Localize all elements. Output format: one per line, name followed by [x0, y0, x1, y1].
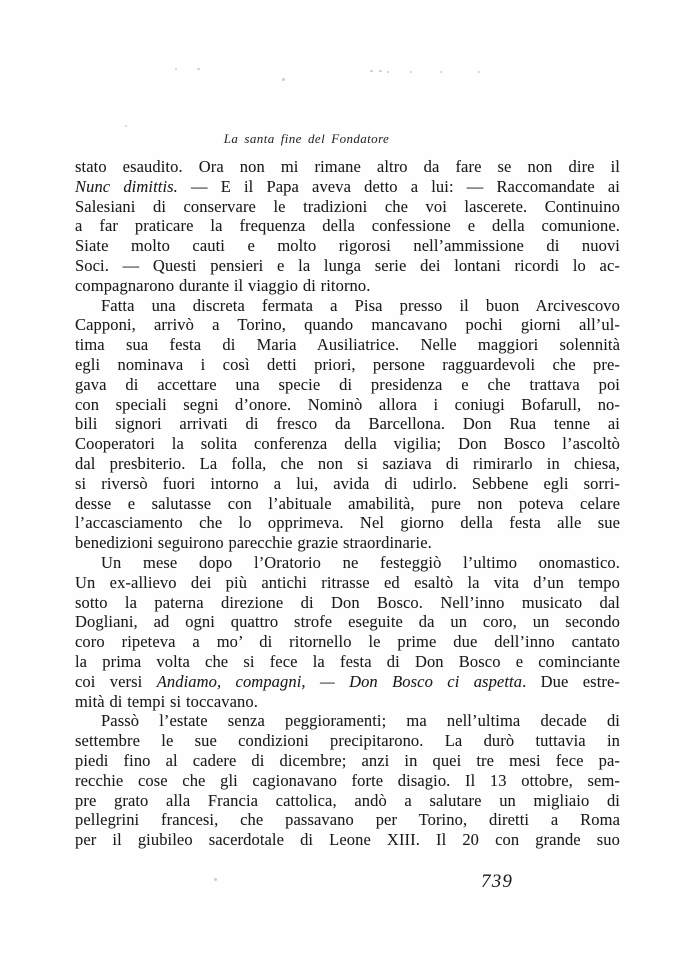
- text-run: Passò l’estate senza peggioramenti; ma nell’ultima decade di: [101, 711, 620, 731]
- text-run: tima sua festa di Maria Ausiliatrice. Nelle maggiori solennità: [75, 335, 620, 355]
- text-line: [75, 791, 620, 811]
- text-line: [75, 395, 620, 415]
- text-run: Dogliani, ad ogni quattro strofe eseguite da un coro, un secondo: [75, 612, 620, 632]
- page-number: 739: [481, 871, 514, 892]
- text-line: [75, 177, 620, 197]
- text-run: egli nominava i così detti priori, persone ragguardevoli che pre-: [75, 354, 620, 374]
- text-run: stato esaudito. Ora non mi rimane altro da fare se non dire il: [75, 157, 620, 176]
- text-line: [75, 157, 620, 177]
- text-block: [75, 157, 620, 850]
- text-run: per il giubileo sacerdotale di Leone XIII. Il 20 con grande suo: [75, 830, 620, 850]
- scan-speck: [214, 878, 217, 881]
- text-line: [75, 454, 620, 474]
- scan-speck: [125, 125, 127, 127]
- text-run: Nunc dimittis.: [75, 176, 178, 196]
- scan-speck: [197, 68, 200, 70]
- text-run: coi versi: [75, 671, 157, 691]
- text-run: dal presbiterio. La folla, che non si saziava di rimirarlo in chiesa,: [75, 453, 620, 473]
- scan-speck: [387, 71, 389, 73]
- text-run: — E il Papa aveva detto a lui: — Raccomandate ai: [177, 176, 620, 196]
- text-run: Salesiani di conservare le tradizioni che voi lascerete. Continuino: [75, 196, 620, 216]
- text-run: con speciali segni d’onore. Nominò allora i coniugi Bofarull, no-: [75, 394, 620, 414]
- text-run: Cooperatori la solita conferenza della vigilia; Don Bosco l’ascoltò: [75, 434, 620, 454]
- text-line: [75, 216, 620, 236]
- text-run: . Due estre-: [522, 671, 620, 691]
- paragraph: [75, 296, 620, 553]
- scan-speck: [282, 78, 285, 81]
- text-run: coro ripeteva a mo’ di ritornello le prime due dell’inno cantato: [75, 632, 620, 652]
- text-run: Soci. — Questi pensieri e la lunga serie dei lontani ricordi lo ac-: [75, 255, 620, 275]
- text-line: [75, 434, 620, 454]
- text-run: settembre le sue condizioni precipitarono. La durò tuttavia in: [75, 731, 620, 751]
- text-line: [75, 355, 620, 375]
- text-line: [75, 553, 620, 573]
- text-run: sotto la paterna direzione di Don Bosco. Nell’inno musicato dal: [75, 592, 620, 612]
- text-line: [75, 474, 620, 494]
- text-run: piedi fino al cadere di dicembre; anzi in quei tre mesi fece pa-: [75, 750, 620, 770]
- paragraph: [75, 553, 620, 711]
- text-line: [75, 315, 620, 335]
- scan-speck: [478, 71, 480, 73]
- text-line: [75, 810, 620, 830]
- text-line: [75, 533, 620, 553]
- text-run: bili signori arrivati di fresco da Barcellona. Don Rua tenne ai: [75, 414, 620, 434]
- scan-speck: [175, 68, 177, 70]
- text-line: [75, 731, 620, 751]
- text-line: [75, 573, 620, 593]
- text-line: [75, 513, 620, 533]
- text-run: l’accasciamento che lo opprimeva. Nel giorno della festa alle sue: [75, 513, 620, 533]
- text-line: [75, 197, 620, 217]
- text-line: [75, 414, 620, 434]
- text-run: Un ex-allievo dei più antichi ritrasse ed esaltò la vita d’un tempo: [75, 572, 620, 592]
- text-run: Un mese dopo l’Oratorio ne festeggiò l’ultimo onomastico.: [101, 552, 620, 572]
- scan-speck: [440, 71, 442, 73]
- text-line: [75, 632, 620, 652]
- text-run: a far praticare la frequenza della confessione e della comunione.: [75, 216, 620, 236]
- text-run: recchie cose che gli cagionavano forte disagio. Il 13 ottobre, sem-: [75, 770, 620, 790]
- text-line: [75, 830, 620, 850]
- text-run: la prima volta che si fece la festa di Don Bosco e cominciante: [75, 651, 620, 671]
- text-line: [75, 612, 620, 632]
- text-line: [75, 593, 620, 613]
- text-run: Andiamo, compagni, — Don Bosco ci aspetta: [156, 671, 523, 691]
- text-line: [75, 771, 620, 791]
- text-line: [75, 375, 620, 395]
- text-line: [75, 751, 620, 771]
- text-run: mità di tempi si toccavano.: [75, 691, 258, 711]
- scan-speck: [410, 71, 412, 73]
- text-run: pellegrini francesi, che passavano per Torino, diretti a Roma: [75, 810, 620, 830]
- text-line: [75, 236, 620, 256]
- scan-speck: [370, 70, 373, 72]
- paragraph: [75, 711, 620, 850]
- text-line: [75, 256, 620, 276]
- text-run: desse e salutasse con l’abituale amabilità, pure non poteva celare: [75, 493, 620, 513]
- text-line: [75, 296, 620, 316]
- text-line: [75, 711, 620, 731]
- text-run: compagnarono durante il viaggio di ritorno.: [75, 275, 371, 295]
- scan-speck: [379, 70, 382, 72]
- text-run: pre grato alla Francia cattolica, andò a salutare un migliaio di: [75, 790, 620, 810]
- text-run: si riversò fuori intorno a lui, avida di udirlo. Sebbene egli sorri-: [75, 473, 620, 493]
- text-run: Siate molto cauti e molto rigorosi nell’ammissione di nuovi: [75, 236, 620, 256]
- text-run: Capponi, arrivò a Torino, quando mancavano pochi giorni all’ul-: [75, 315, 620, 335]
- text-run: Fatta una discreta fermata a Pisa presso il buon Arcivescovo: [101, 295, 620, 315]
- text-line: [75, 652, 620, 672]
- running-head: La santa fine del Fondatore: [223, 131, 390, 146]
- text-line: [75, 335, 620, 355]
- text-line: [75, 276, 620, 296]
- paragraph: [75, 157, 620, 296]
- text-line: [75, 672, 620, 692]
- text-line: [75, 692, 620, 712]
- text-run: gava di accettare una specie di presidenza e che trattava poi: [75, 374, 620, 394]
- text-run: benedizioni seguirono parecchie grazie straordinarie.: [75, 533, 432, 553]
- text-line: [75, 494, 620, 514]
